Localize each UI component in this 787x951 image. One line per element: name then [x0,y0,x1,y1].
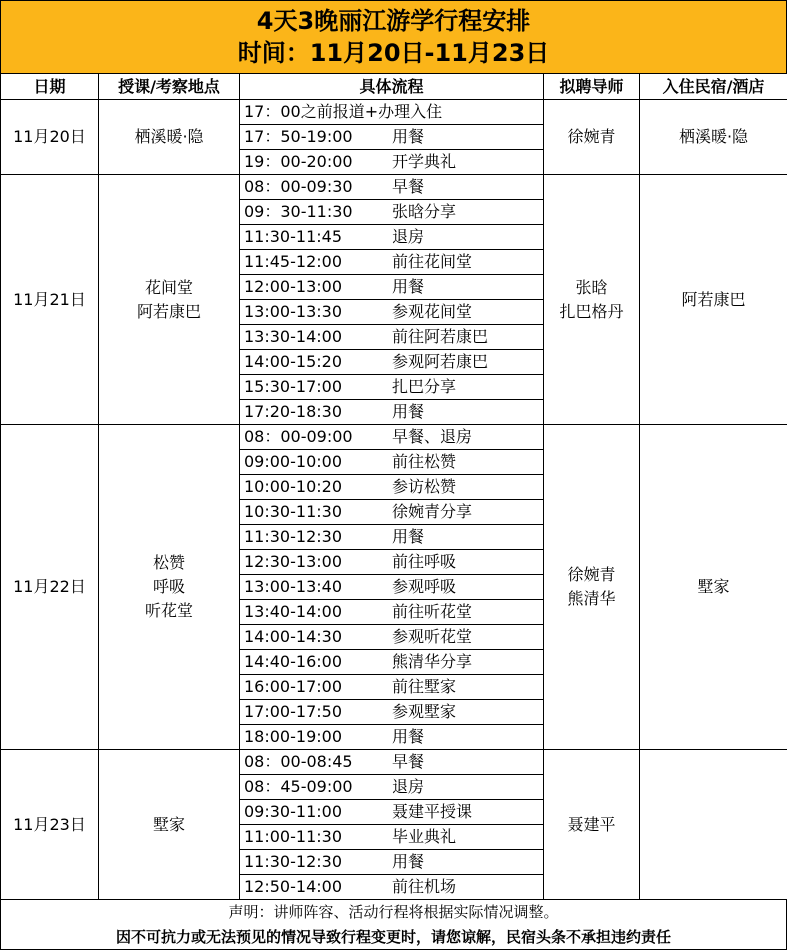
itinerary-item [240,675,543,700]
header-tutor: 拟聘导师 [544,74,640,100]
day-stay: 墅家 [640,425,787,750]
itinerary-item [240,850,543,875]
itinerary-item [240,725,543,750]
day-row [1,425,787,750]
day-date: 11月21日 [1,175,99,425]
item-activity: 退房 [392,227,425,246]
item-activity: 参观阿若康巴 [392,352,489,371]
itinerary-item [240,475,543,500]
itinerary-item [240,750,543,775]
item-activity: 前往机场 [392,877,457,896]
item-activity: 参观花间堂 [392,302,473,321]
itinerary-item [240,450,543,475]
itinerary-item [240,375,543,400]
itinerary-item [240,175,543,200]
item-time: 17：50-19:00 [244,127,353,146]
item-time: 11:30-11:45 [244,227,342,246]
day-location: 松赞 呼吸 听花堂 [99,425,240,750]
item-activity: 早餐 [392,752,425,771]
day-itinerary [240,100,544,175]
itinerary-item [240,550,543,575]
item-time: 17：00之前报道+办理入住 [244,102,443,121]
item-time: 08：00-09:00 [244,427,353,446]
item-time: 12:00-13:00 [244,277,342,296]
header-date: 日期 [1,74,99,100]
itinerary-item [240,400,543,425]
day-tutor: 聂建平 [544,750,640,900]
itinerary-item [240,350,543,375]
item-activity: 前往墅家 [392,677,457,696]
day-stay [640,750,787,900]
day-location: 栖溪暖·隐 [99,100,240,175]
item-activity: 徐婉青分享 [392,502,473,521]
item-activity: 用餐 [392,727,425,746]
item-activity: 用餐 [392,402,425,421]
item-time: 19：00-20:00 [244,152,353,171]
item-activity: 早餐 [392,177,425,196]
itinerary-item [240,575,543,600]
day-itinerary [240,425,544,750]
date-range-subtitle: 时间：11月20日-11月23日 [237,39,550,67]
item-activity: 张晗分享 [392,202,457,221]
item-activity: 开学典礼 [392,152,457,171]
item-time: 11:30-12:30 [244,852,342,871]
item-time: 13:30-14:00 [244,327,342,346]
itinerary-item [240,225,543,250]
itinerary-item [240,250,543,275]
itinerary-item [240,600,543,625]
itinerary-item [240,775,543,800]
day-stay: 栖溪暖·隐 [640,100,787,175]
item-time: 14:00-15:20 [244,352,342,371]
item-time: 09:30-11:00 [244,802,342,821]
item-activity: 用餐 [392,852,425,871]
item-activity: 前往听花堂 [392,602,473,621]
item-activity: 早餐、退房 [392,427,473,446]
item-time: 17:20-18:30 [244,402,342,421]
item-activity: 用餐 [392,127,425,146]
itinerary-item [240,325,543,350]
itinerary-item [240,525,543,550]
item-activity: 前往松赞 [392,452,457,471]
item-time: 14:00-14:30 [244,627,342,646]
item-activity: 熊清华分享 [392,652,473,671]
item-time: 08：45-09:00 [244,777,353,796]
header-row [1,74,787,100]
itinerary-item [240,700,543,725]
itinerary-item [240,300,543,325]
item-activity: 参观呼吸 [392,577,457,596]
header-itinerary: 具体流程 [240,74,544,100]
day-date: 11月22日 [1,425,99,750]
itinerary-item [240,200,543,225]
item-time: 11:30-12:30 [244,527,342,546]
day-itinerary [240,750,544,900]
item-activity: 退房 [392,777,425,796]
itinerary-item [240,275,543,300]
itinerary-item [240,500,543,525]
day-tutor: 张晗 扎巴格丹 [544,175,640,425]
item-activity: 前往阿若康巴 [392,327,489,346]
footer-notes [0,900,787,950]
item-time: 16:00-17:00 [244,677,342,696]
item-time: 09:00-10:00 [244,452,342,471]
item-time: 13:00-13:30 [244,302,342,321]
item-time: 14:40-16:00 [244,652,342,671]
item-time: 12:50-14:00 [244,877,342,896]
itinerary-item [240,875,543,900]
day-tutor: 徐婉青 [544,100,640,175]
notice-text: 声明：讲师阵容、活动行程将根据实际情况调整。 [228,903,559,921]
item-time: 15:30-17:00 [244,377,342,396]
itinerary-item [240,150,543,175]
item-time: 17:00-17:50 [244,702,342,721]
item-time: 18:00-19:00 [244,727,342,746]
itinerary-item [240,800,543,825]
itinerary-item [240,425,543,450]
item-activity: 聂建平授课 [392,802,473,821]
item-time: 13:40-14:00 [244,602,342,621]
item-activity: 参观听花堂 [392,627,473,646]
item-activity: 前往花间堂 [392,252,473,271]
itinerary-item [240,825,543,850]
item-activity: 毕业典礼 [392,827,457,846]
schedule-table [0,73,787,900]
itinerary-item [240,625,543,650]
item-activity: 用餐 [392,527,425,546]
title-banner [0,0,787,74]
item-time: 10:00-10:20 [244,477,342,496]
item-time: 11:45-12:00 [244,252,342,271]
itinerary-item [240,125,543,150]
day-row [1,100,787,175]
item-activity: 扎巴分享 [392,377,457,396]
day-itinerary [240,175,544,425]
itinerary-item [240,100,543,125]
item-time: 13:00-13:40 [244,577,342,596]
day-tutor: 徐婉青 熊清华 [544,425,640,750]
itinerary-item [240,650,543,675]
item-activity: 参观墅家 [392,702,457,721]
item-activity: 参访松赞 [392,477,457,496]
item-time: 12:30-13:00 [244,552,342,571]
item-time: 08：00-09:30 [244,177,353,196]
day-date: 11月23日 [1,750,99,900]
day-row [1,175,787,425]
page-title: 4天3晚丽江游学行程安排 [256,7,531,35]
day-row [1,750,787,900]
item-time: 10:30-11:30 [244,502,342,521]
day-stay: 阿若康巴 [640,175,787,425]
item-time: 09：30-11:30 [244,202,353,221]
header-location: 授课/考察地点 [99,74,240,100]
header-stay: 入住民宿/酒店 [640,74,787,100]
item-time: 08：00-08:45 [244,752,353,771]
disclaimer-text: 因不可抗力或无法预见的情况导致行程变更时，请您谅解，民宿头条不承担违约责任 [115,928,671,946]
item-time: 11:00-11:30 [244,827,342,846]
item-activity: 用餐 [392,277,425,296]
day-location: 花间堂 阿若康巴 [99,175,240,425]
day-location: 墅家 [99,750,240,900]
day-date: 11月20日 [1,100,99,175]
item-activity: 前往呼吸 [392,552,457,571]
